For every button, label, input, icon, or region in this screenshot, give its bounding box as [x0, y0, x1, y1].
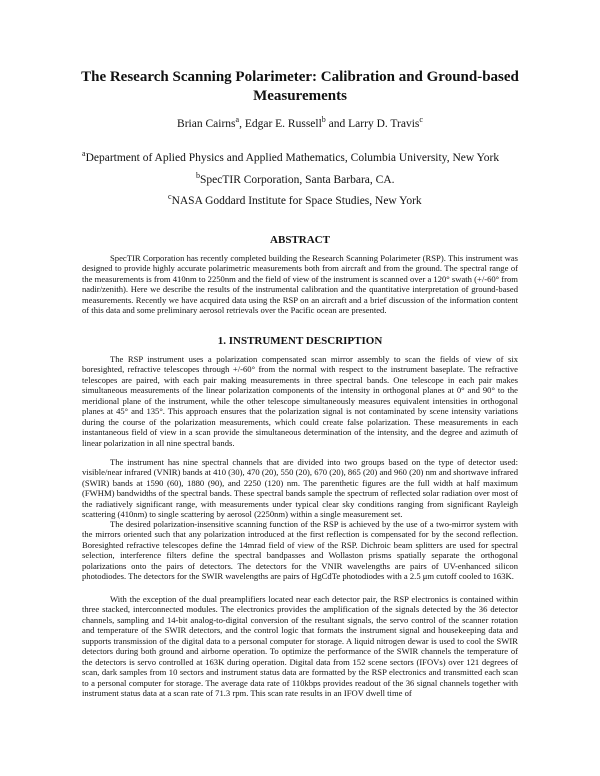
body-paragraph: With the exception of the dual preamplifiers located near each detector pair, the RSP electronics is contained within three stacked, interconnected modules. The electronics provides the amplification of the signals detected by the 36 detector channels, sampling and 14-bit analog-to-digital conversion of the resultant signals, the servo control of the scanner rotation and temperature of the SWIR detectors, and the control logic that formats the instrument signal and housekeeping data and supports transmission of the digital data to a personal computer for storage. A liquid nitrogen dewar is used to cool the SWIR detectors during both ground and airborne operation. To optimize the performance of the SWIR channels the temperature of the detectors is servo controlled at 163K during operation. Digital data from 152 scene sectors (IFOVs) over 121 degrees of scan, dark samples from 10 sectors and instrument status data are formatted by the RSP electronics and transmitted each scan to a personal computer for storage. The average data rate of 110kbps provides readout of the 36 signal channels together with instrument status data at a scan rate of 71.3 rpm. This scan rate results in an IFOV dwell time of	[82, 594, 518, 699]
affiliation-marker: b	[321, 115, 326, 124]
body-paragraph: The desired polarization-insensitive scanning function of the RSP is achieved by the use of a two-mirror system with the mirrors oriented such that any polarization introduced at the first reflection is compensated for by the second reflection. Boresighted refractive telescopes define the 14mrad field of view of the RSP. Dichroic beam splitters are used for spectral selection, interference filters define the spectral bandpasses and Wollaston prisms spatially separate the orthogonal polarizations onto the pairs of detectors. The detectors for the VNIR wavelengths are pairs of UV-enhanced silicon photodiodes. The detectors for the SWIR wavelengths are pairs of HgCdTe photodiodes with a 2.5 μm cutoff cooled to 163K.	[82, 519, 518, 582]
author-name: Brian Cairns	[177, 118, 236, 130]
abstract-text: SpecTIR Corporation has recently completed building the Research Scanning Polarimeter (RSP). This instrument was designed to provide highly accurate polarimetric measurements both from aircraft and from the ground. The spectral range of the measurements is from 410nm to 2250nm and the field of view of the instrument is scanned over a 120° swath (+/-60° from nadir/zenith). Here we describe the results of the instrumental calibration and the quantitative interpretation of ground-based measurements. Recently we have acquired data using the RSP on an aircraft and a brief discussion of the information content of this data and some preliminary aerosol retrievals over the Pacific ocean are presented.	[82, 253, 518, 316]
affiliation-a	[82, 149, 500, 164]
affiliation-text: Department of Aplied Physics and Applied Mathematics, Columbia University, New York	[85, 152, 500, 164]
affiliation-c	[168, 192, 422, 207]
author-name: , Edgar E. Russell	[239, 118, 322, 130]
paper-title: The Research Scanning Polarimeter: Calibration and Ground-based Measurements	[81, 69, 519, 104]
section-heading: 1. INSTRUMENT DESCRIPTION	[217, 335, 383, 347]
body-paragraph: The instrument has nine spectral channels that are divided into two groups based on the type of detector used: visible/near infrared (VNIR) bands at 410 (30), 470 (20), 550 (20), 670 (20), 865 (20) and 960 (20) nm and shortwave infrared (SWIR) bands at 1590 (60), 1880 (90), and 2250 (120) nm. The parenthetic figures are the full width at half maximum (FWHM) bandwidths of the spectral bands. These spectral bands sample the spectrum of reflected solar radiation over most of the radiatively significant range, with measurements under typical clear sky conditions ranging from significant Rayleigh scattering (410nm) to single scattering by aerosol (2250nm) within a single measurement set.	[82, 457, 518, 520]
abstract-heading: ABSTRACT	[270, 234, 330, 246]
author-name: and Larry D. Travis	[325, 118, 420, 130]
affiliation-text: NASA Goddard Institute for Space Studies, New York	[171, 195, 422, 207]
affiliation-marker: a	[82, 149, 86, 158]
affiliation-marker: a	[235, 115, 240, 124]
affiliation-text: SpecTIR Corporation, Santa Barbara, CA.	[200, 174, 395, 186]
author-line	[0, 115, 600, 130]
body-paragraph: The RSP instrument uses a polarization compensated scan mirror assembly to scan the fields of view of six boresighted, refractive telescopes through +/-60° from the normal with respect to the instrument baseplate. The refractive telescopes are paired, with each pair making measurements in three spectral bands. One telescope in each pair makes simultaneous measurements of the linear polarization components of the intensity in orthogonal planes at 0° and 90° to the meridional plane of the instrument, while the other telescope simultaneously measures equivalent intensities in orthogonal planes at 45° and 135°. This approach ensures that the polarization signal is not contaminated by scene intensity variations during the course of the polarization measurements, which could create false polarization. These measurements in each instantaneous field of view in a scan provide the simultaneous determination of the intensity, and the degree and azimuth of linear polarization in all nine spectral bands.	[82, 354, 518, 448]
affiliation-marker: c	[419, 115, 423, 124]
affiliation-marker: b	[196, 171, 200, 180]
affiliation-b	[196, 171, 395, 186]
affiliation-marker: c	[168, 192, 172, 201]
